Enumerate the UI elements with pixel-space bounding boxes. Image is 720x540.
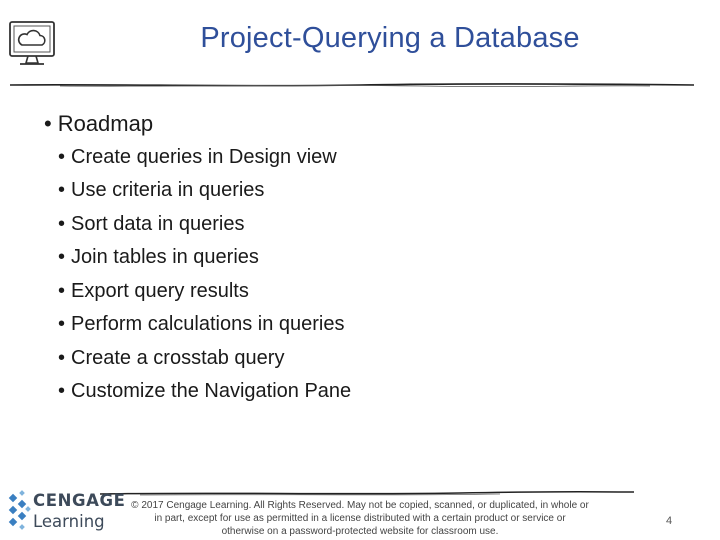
bullet-text: Create queries in Design view <box>71 146 337 168</box>
bullet-text: Create a crosstab query <box>71 347 285 369</box>
bullet-text: Perform calculations in queries <box>71 313 345 335</box>
bullet-marker: • <box>44 111 52 136</box>
bullet-marker: • <box>58 146 66 168</box>
copyright-line: in part, except for use as permitted in a license distributed with a certain product or service or <box>154 513 566 524</box>
page-number: 4 <box>666 515 673 527</box>
slide-title: Project-Querying a Database <box>200 22 580 54</box>
list-item <box>58 347 284 370</box>
list-item <box>58 380 351 403</box>
bullet-marker: • <box>58 246 66 268</box>
bullet-text: Join tables in queries <box>71 246 259 268</box>
logo-wordmark-top: CENGAGE <box>33 491 126 510</box>
list-item <box>58 313 344 336</box>
bullet-marker: • <box>58 380 66 402</box>
logo-wordmark-bottom: Learning <box>33 512 105 531</box>
copyright-line: © 2017 Cengage Learning. All Rights Reserved. May not be copied, scanned, or duplicated, in whole or <box>131 500 589 511</box>
bullet-marker: • <box>58 280 66 302</box>
bullet-roadmap <box>44 111 153 137</box>
list-item <box>58 213 244 236</box>
bullet-text: Sort data in queries <box>71 213 245 235</box>
bullet-marker: • <box>58 179 66 201</box>
list-item <box>58 146 337 169</box>
bullet-text: Use criteria in queries <box>71 179 265 201</box>
bullet-marker: • <box>58 213 66 235</box>
bullet-marker: • <box>58 347 66 369</box>
bullet-text: Export query results <box>71 280 249 302</box>
list-item <box>58 179 264 202</box>
copyright-line: otherwise on a password-protected website for classroom use. <box>221 526 499 537</box>
copyright-notice <box>110 499 610 538</box>
list-item <box>58 280 249 303</box>
bullet-marker: • <box>58 313 66 335</box>
list-item <box>58 246 259 269</box>
bullet-text: Roadmap <box>57 111 154 136</box>
bullet-text: Customize the Navigation Pane <box>71 380 352 402</box>
